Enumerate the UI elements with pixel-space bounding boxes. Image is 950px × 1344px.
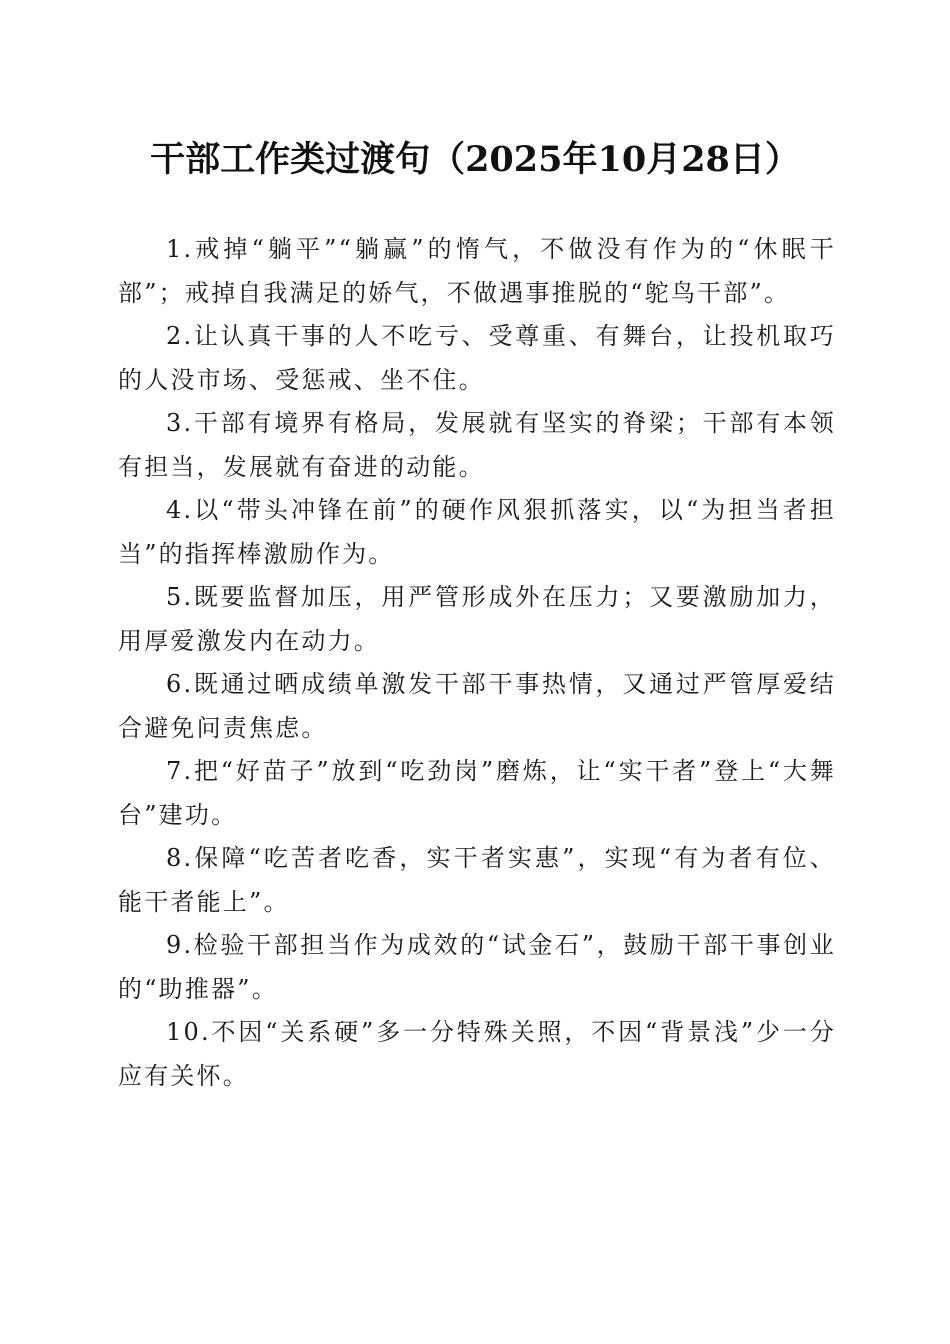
paragraph-2: 2.让认真干事的人不吃亏、受尊重、有舞台，让投机取巧的人没市场、受惩戒、坐不住。 xyxy=(118,322,836,394)
paragraph-6: 6.既通过晒成绩单激发干部干事热情，又通过严管厚爱结合避免问责焦虑。 xyxy=(118,670,836,742)
paragraph-1: 1.戒掉“躺平”“躺赢”的惰气，不做没有作为的“休眠干部”；戒掉自我满足的娇气，不做遇事推脱的“鸵鸟干部”。 xyxy=(118,235,836,307)
paragraph-5: 5.既要监督加压，用严管形成外在压力；又要激励加力，用厚爱激发内在动力。 xyxy=(118,583,836,655)
document-body xyxy=(118,228,836,1098)
paragraph-8: 8.保障“吃苦者吃香，实干者实惠”，实现“有为者有位、能干者能上”。 xyxy=(118,844,836,916)
paragraph-3: 3.干部有境界有格局，发展就有坚实的脊梁；干部有本领有担当，发展就有奋进的动能。 xyxy=(118,409,836,481)
paragraph-10: 10.不因“关系硬”多一分特殊关照，不因“背景浅”少一分应有关怀。 xyxy=(118,1018,836,1090)
paragraph-7: 7.把“好苗子”放到“吃劲岗”磨炼，让“实干者”登上“大舞台”建功。 xyxy=(118,757,836,829)
document-title: 干部工作类过渡句（2025年10月28日） xyxy=(150,139,800,180)
paragraph-4: 4.以“带头冲锋在前”的硬作风狠抓落实，以“为担当者担当”的指挥棒激励作为。 xyxy=(118,496,836,568)
paragraph-9: 9.检验干部担当作为成效的“试金石”，鼓励干部干事创业的“助推器”。 xyxy=(118,931,836,1003)
